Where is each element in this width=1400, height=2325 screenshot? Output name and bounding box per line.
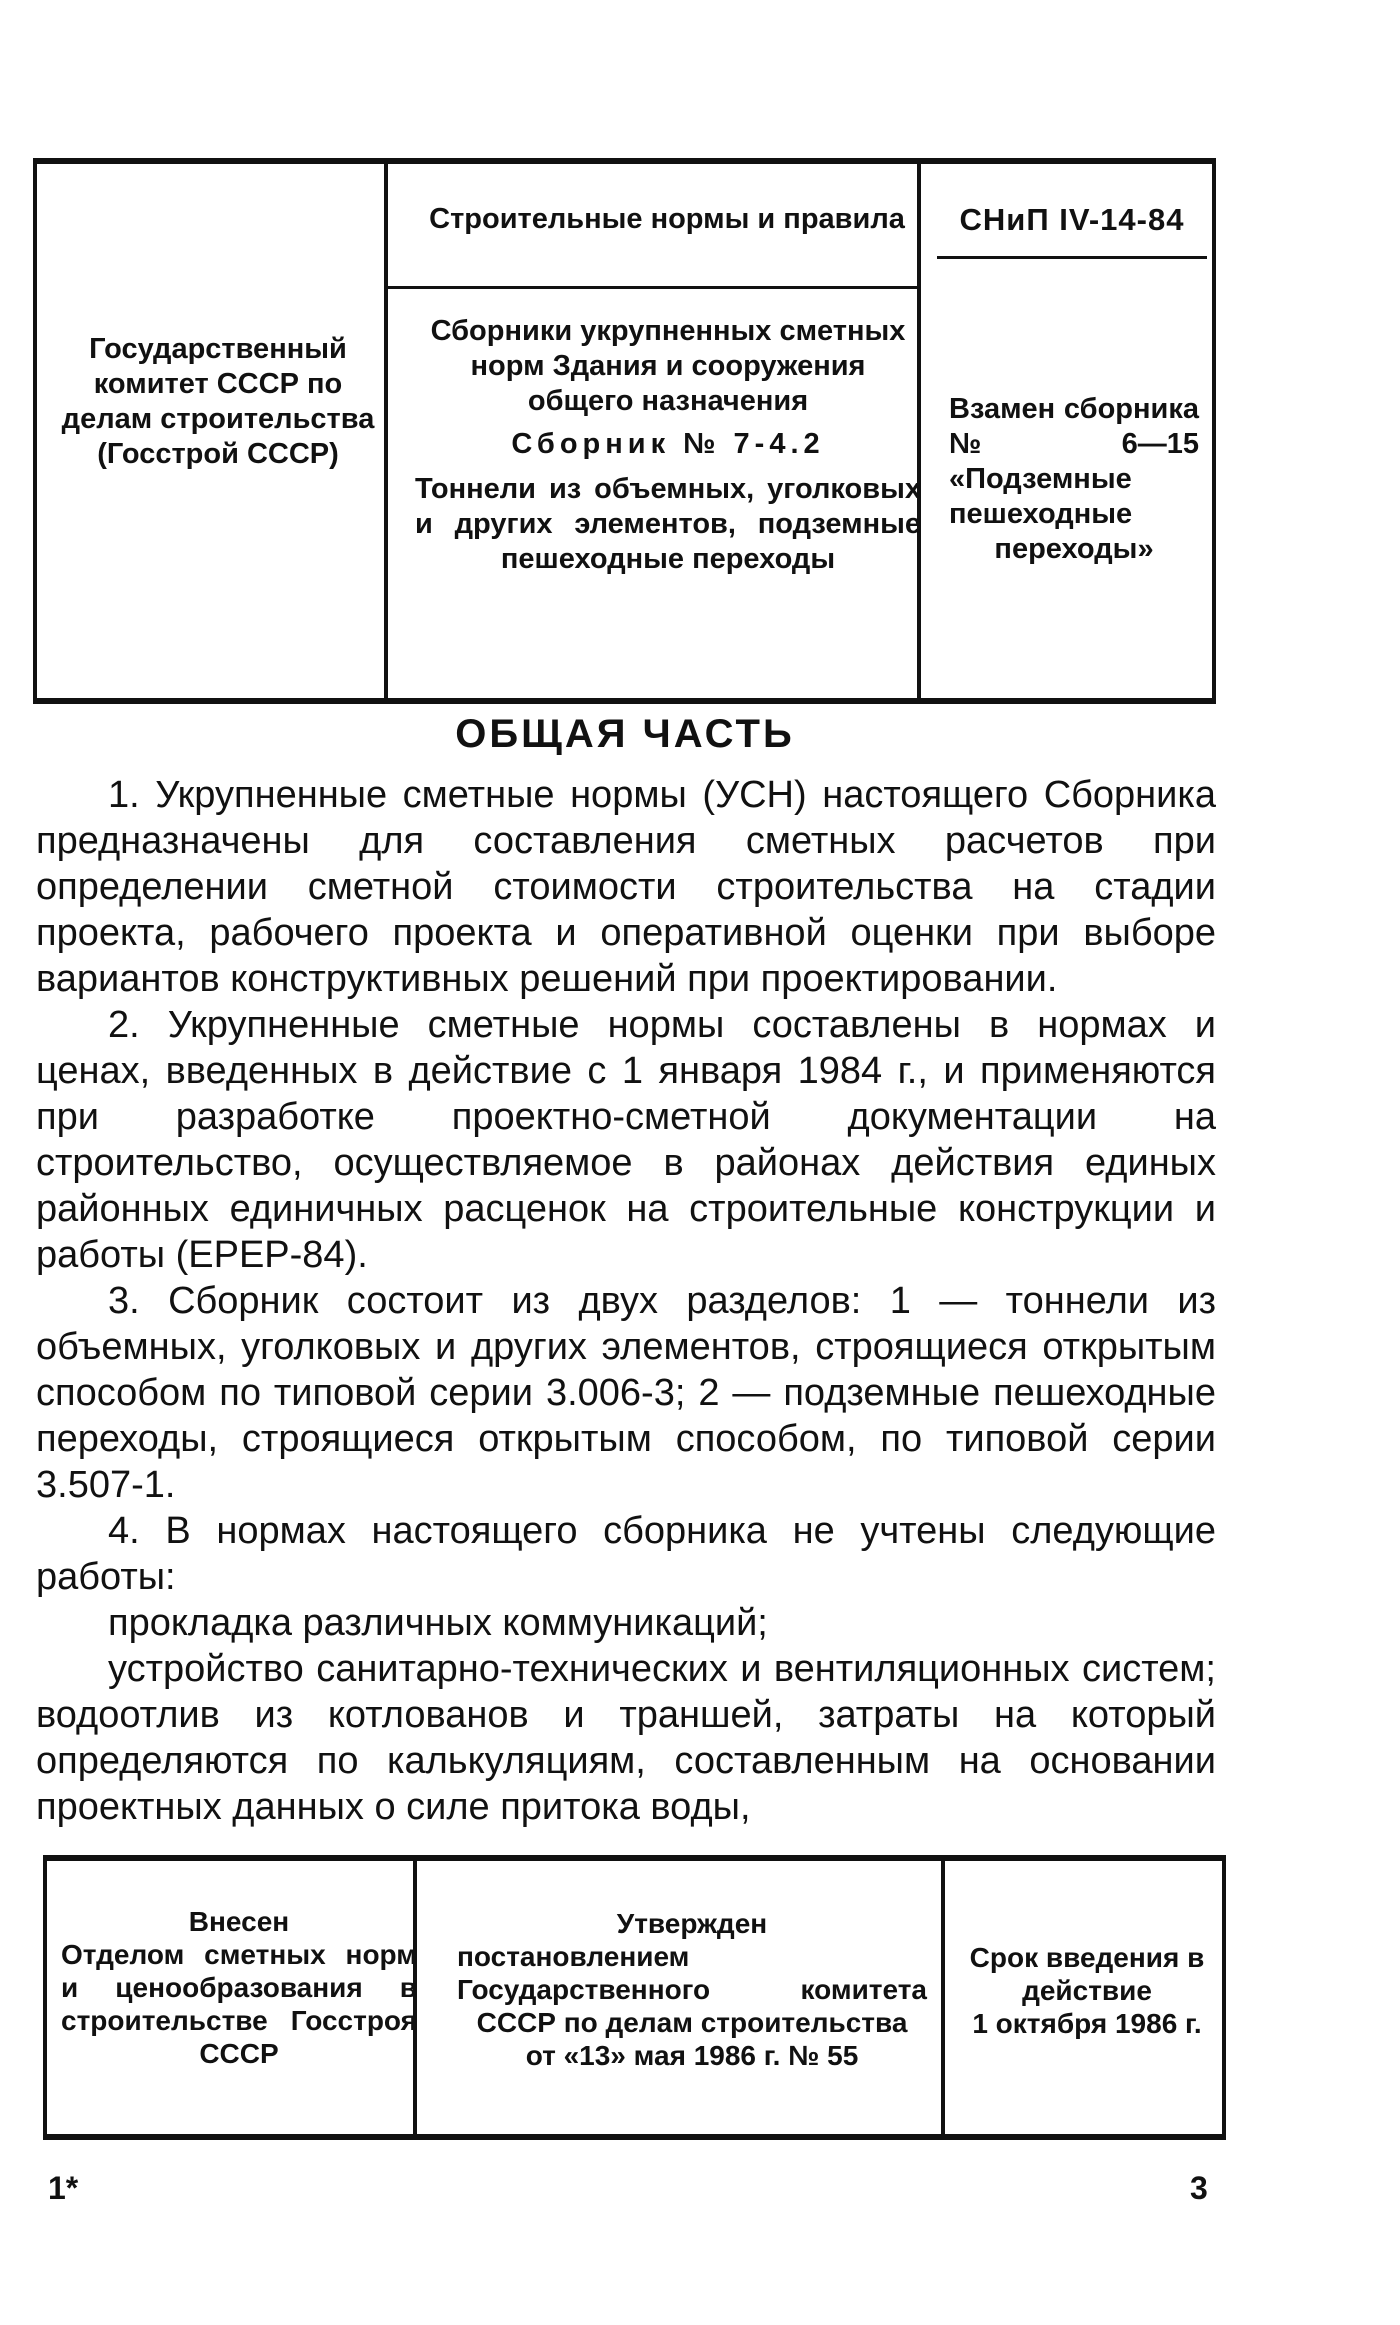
document-code: СНиП IV-14-84 [959,202,1185,237]
issuing-organization: Государственный комитет СССР по делам строительства (Госстрой СССР) [61,333,375,470]
approved-label: Утвержден [616,1908,768,1939]
effective-block [957,1941,1217,2040]
paragraph-4: 4. В нормах настоящего сборника не учтены следующие работы: [36,1510,1216,1598]
header-divider-middle [388,286,917,289]
submitted-by: Отделом сметных норм и ценообразования в строительстве Госстроя СССР [61,1939,417,2069]
approved-date: от «13» мая 1986 г. № 55 [525,2040,859,2071]
effective-date: 1 октября 1986 г. [972,2008,1202,2039]
paragraph-2: 2. Укрупненные сметные нормы составлены в нормах и ценах, введенных в действие с 1 января 1984 г., и применяются при разработке проектно-сметной документации на строительство, осуществляемое в районах действия единых районных единичных расценок на строительные конструкции и работы (ЕРЕР-84). [36,1004,1216,1276]
replaces-note: Взамен сборника № 6—15 «Подземные пешеходные переходы» [949,393,1199,565]
collection-title: Сборники укрупненных сметных норм Здания и сооружения общего назначения [430,315,906,417]
header-table [33,158,1216,704]
collection-block [415,314,921,577]
collection-subject: Тоннели из объемных, уголковых и других элементов, подземные пешеходные переходы [415,473,921,575]
paragraph-1: 1. Укрупненные сметные нормы (УСН) настоящего Сборника предназначены для составления сметных расчетов при определении сметной стоимости строительства на стадии проекта, рабочего проекта и оперативной оценки при выборе вариантов конструктивных решений при проектировании. [36,774,1216,1000]
document-type: Строительные нормы и правила [429,203,905,235]
signature-mark: 1* [48,2170,79,2206]
paragraph-3: 3. Сборник состоит из двух разделов: 1 — тоннели из объемных, уголковых и других элементов, строящиеся открытым способом по типовой серии 3.006-3; 2 — подземные пешеходные переходы, строящиеся открытым способом, по типовой серии 3.507-1. [36,1280,1216,1506]
page-number: 3 [1190,2170,1208,2206]
submitted-block [61,1905,417,2070]
effective-label: Срок введения в действие [969,1942,1205,2006]
paragraph-5: прокладка различных коммуникаций; [108,1602,768,1644]
paragraph-6: устройство санитарно-технических и вентиляционных систем; водоотлив из котлованов и траншей, затраты на который определяются по калькуляциям, составленным на основании проектных данных о силе притока воды, [36,1648,1216,1828]
footer-divider-right [941,1861,945,2134]
collection-number: Сборник № 7-4.2 [511,428,825,460]
approved-by: постановлением Государственного комитета СССР по делам строительства [457,1941,927,2038]
submitted-label: Внесен [188,1906,290,1937]
body-text [36,772,1216,1830]
footer-table [43,1855,1226,2140]
header-divider-code [937,256,1207,259]
approved-block [457,1907,927,2072]
section-title: ОБЩАЯ ЧАСТЬ [455,712,795,756]
